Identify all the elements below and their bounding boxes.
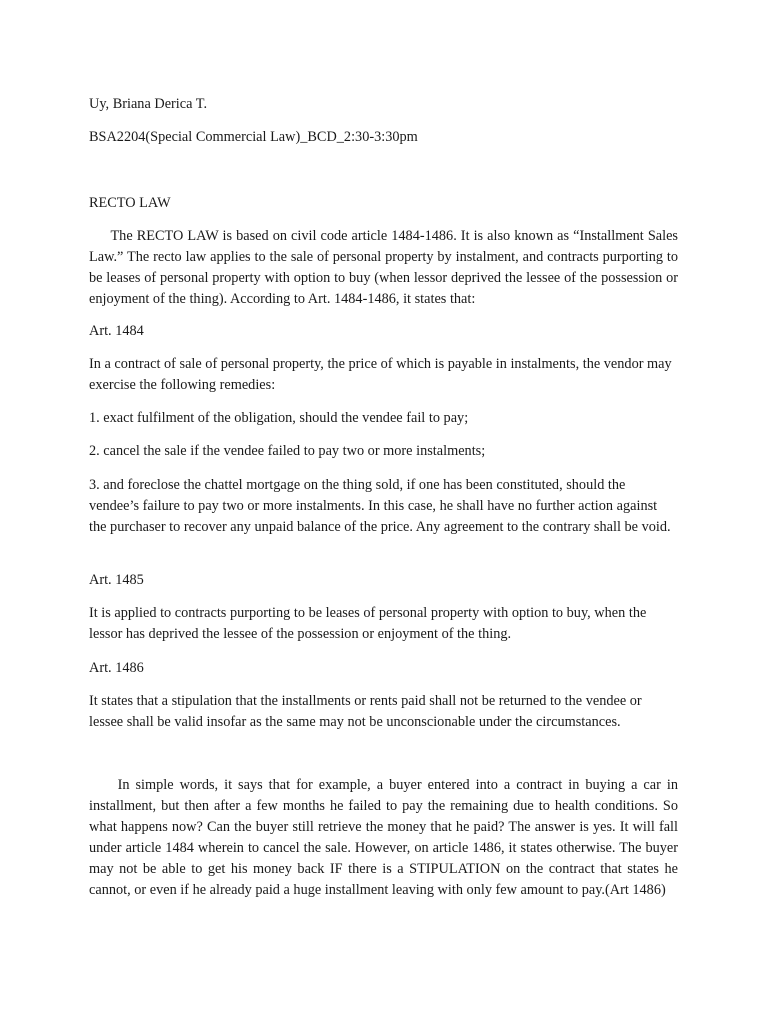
art-1484-item-1: 1. exact fulfilment of the obligation, should the vendee fail to pay; <box>89 410 469 426</box>
document-title: RECTO LAW <box>89 195 171 211</box>
intro-paragraph: The RECTO LAW is based on civil code article 1484-1486. It is also known as “Installment Sales Law.” The recto law applies to the sale of personal property by instalment, and contracts purporting to be leases of personal property with option to buy (when lessor deprived the lessee of the possession or enjoyment of the thing). According to Art. 1484-1486, it states that: <box>89 228 678 307</box>
art-1485-heading: Art. 1485 <box>89 572 144 588</box>
art-1486-heading: Art. 1486 <box>89 660 144 676</box>
summary-paragraph: In simple words, it says that for example, a buyer entered into a contract in buying a car in installment, but then after a few months he failed to pay the remaining due to health conditions. So what happens now? Can the buyer still retrieve the money that he paid? The answer is yes. It will fall under article 1484 wherein to cancel the sale. However, on article 1486, it states otherwise. The buyer may not be able to get his money back IF there is a STIPULATION on the contract that states he cannot, or even if he already paid a huge installment leaving with only few amount to pay.(Art 1486) <box>89 777 678 898</box>
art-1484-text: In a contract of sale of personal property, the price of which is payable in instalments, the vendor may exercise the following remedies: <box>89 356 672 393</box>
author-name: Uy, Briana Derica T. <box>89 96 208 112</box>
art-1484-heading: Art. 1484 <box>89 323 144 339</box>
art-1486-text: It states that a stipulation that the installments or rents paid shall not be returned to the vendee or lessee shall be valid insofar as the same may not be unconscionable under the circumstances. <box>89 693 642 730</box>
art-1485-text: It is applied to contracts purporting to be leases of personal property with option to buy, when the lessor has deprived the lessee of the possession or enjoyment of the thing. <box>89 605 647 642</box>
art-1484-item-3: 3. and foreclose the chattel mortgage on the thing sold, if one has been constituted, should the vendee’s failure to pay two or more instalments. In this case, he shall have no further action against the purchaser to recover any unpaid balance of the price. Any agreement to the contrary shall be void. <box>89 477 671 535</box>
course-line: BSA2204(Special Commercial Law)_BCD_2:30-3:30pm <box>89 129 418 145</box>
art-1484-item-2: 2. cancel the sale if the vendee failed to pay two or more instalments; <box>89 443 486 459</box>
